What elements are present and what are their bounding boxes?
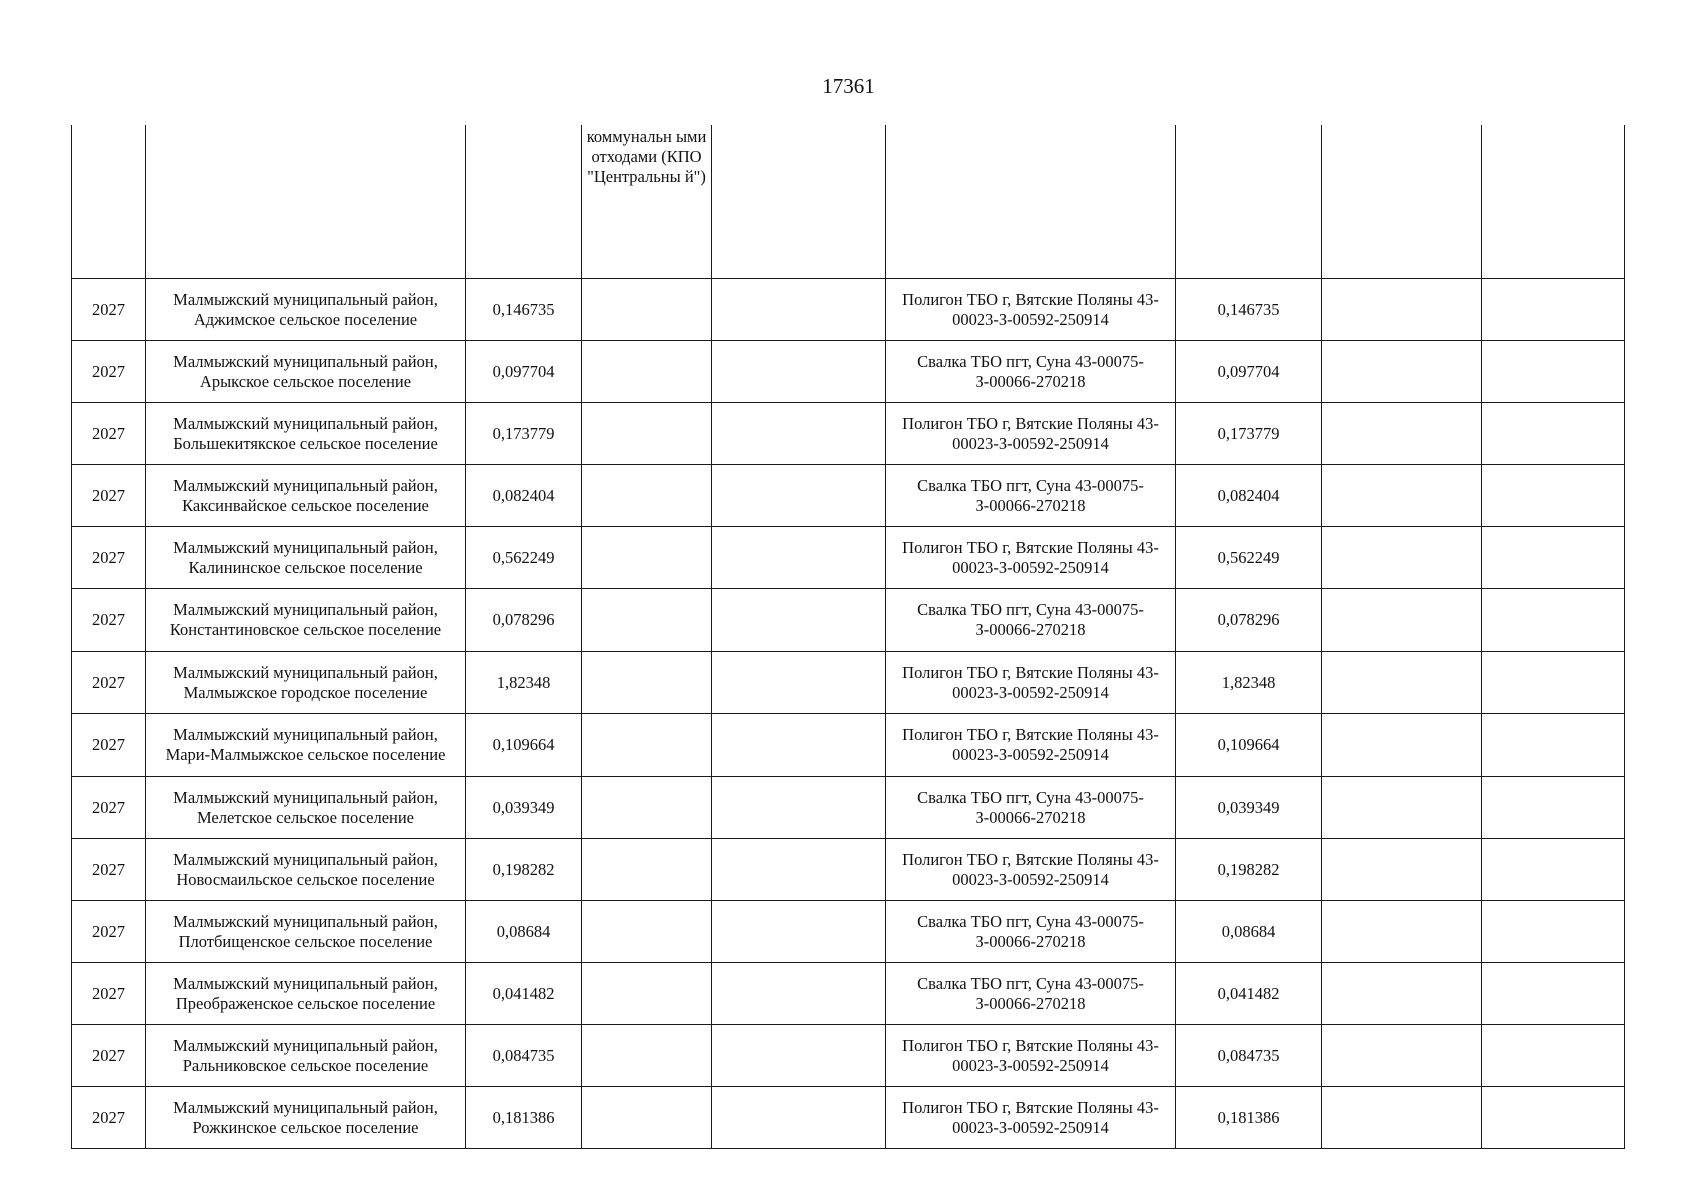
table-row (72, 652, 1625, 714)
mass-cell: 0,562249 (466, 527, 582, 589)
territory-cell: Малмыжский муниципальный район, Преображенское сельское поселение (146, 963, 466, 1025)
facility-cell: Свалка ТБО пгт, Суна 43-00075-З-00066-270218 (886, 963, 1176, 1025)
table-row (72, 527, 1625, 589)
cell-empty (712, 901, 886, 963)
cell-empty (582, 963, 712, 1025)
mass-cell: 0,173779 (466, 403, 582, 465)
mass-cell: 0,109664 (466, 714, 582, 777)
territory-cell: Малмыжский муниципальный район, Аджимское сельское поселение (146, 279, 466, 341)
cell-empty (712, 714, 886, 777)
cell-empty (582, 1087, 712, 1149)
territory-cell: Малмыжский муниципальный район, Рожкинское сельское поселение (146, 1087, 466, 1149)
mass-cell: 0,041482 (466, 963, 582, 1025)
waste-flow-table (71, 125, 1625, 1149)
cell-empty (712, 963, 886, 1025)
facility-mass-cell: 0,082404 (1176, 465, 1322, 527)
cell-empty (1482, 341, 1625, 403)
facility-cell: Полигон ТБО г, Вятские Поляны 43-00023-З-00592-250914 (886, 839, 1176, 901)
mass-cell: 0,097704 (466, 341, 582, 403)
cell-empty (582, 341, 712, 403)
cell-empty (1482, 465, 1625, 527)
cell-empty (1482, 1087, 1625, 1149)
facility-mass-cell: 0,097704 (1176, 341, 1322, 403)
facility-cell: Свалка ТБО пгт, Суна 43-00075-З-00066-270218 (886, 465, 1176, 527)
cell-empty (582, 839, 712, 901)
year-cell: 2027 (72, 901, 146, 963)
facility-mass-cell: 1,82348 (1176, 652, 1322, 714)
year-cell: 2027 (72, 652, 146, 714)
cell-empty (1482, 839, 1625, 901)
year-cell: 2027 (72, 777, 146, 839)
cell-empty (1322, 901, 1482, 963)
facility-mass-cell: 0,562249 (1176, 527, 1322, 589)
cell-empty (712, 589, 886, 652)
cell-empty (1322, 839, 1482, 901)
table-row (72, 963, 1625, 1025)
page-number: 17361 (822, 74, 875, 98)
cell-empty (1482, 403, 1625, 465)
cell-empty (582, 777, 712, 839)
cell-empty (1322, 652, 1482, 714)
territory-cell: Малмыжский муниципальный район, Большекитякское сельское поселение (146, 403, 466, 465)
cell-empty (582, 589, 712, 652)
table-row (72, 901, 1625, 963)
cell-empty (1322, 777, 1482, 839)
facility-cell: Полигон ТБО г, Вятские Поляны 43-00023-З-00592-250914 (886, 714, 1176, 777)
cell-empty (1322, 125, 1482, 279)
cell-empty (1482, 901, 1625, 963)
territory-cell: Малмыжский муниципальный район, Арыкское сельское поселение (146, 341, 466, 403)
continued-header-row (72, 125, 1625, 279)
territory-cell: Малмыжский муниципальный район, Калининское сельское поселение (146, 527, 466, 589)
cell-empty (582, 1025, 712, 1087)
facility-cell: Свалка ТБО пгт, Суна 43-00075-З-00066-270218 (886, 901, 1176, 963)
cell-empty (886, 125, 1176, 279)
cell-empty (582, 527, 712, 589)
cell-empty (712, 1025, 886, 1087)
facility-mass-cell: 0,146735 (1176, 279, 1322, 341)
facility-mass-cell: 0,173779 (1176, 403, 1322, 465)
territory-cell: Малмыжский муниципальный район, Ральниковское сельское поселение (146, 1025, 466, 1087)
table-row (72, 341, 1625, 403)
mass-cell: 0,039349 (466, 777, 582, 839)
facility-cell: Полигон ТБО г, Вятские Поляны 43-00023-З-00592-250914 (886, 527, 1176, 589)
facility-cell: Полигон ТБО г, Вятские Поляны 43-00023-З-00592-250914 (886, 652, 1176, 714)
cell-empty (1482, 714, 1625, 777)
cell-empty (1482, 1025, 1625, 1087)
mass-cell: 0,08684 (466, 901, 582, 963)
table-row (72, 279, 1625, 341)
cell-empty (1322, 341, 1482, 403)
year-cell: 2027 (72, 1025, 146, 1087)
cell-empty (582, 652, 712, 714)
year-cell: 2027 (72, 403, 146, 465)
table-row (72, 1087, 1625, 1149)
cell-empty (1322, 963, 1482, 1025)
mass-cell: 0,181386 (466, 1087, 582, 1149)
year-cell: 2027 (72, 839, 146, 901)
cell-empty (466, 125, 582, 279)
territory-cell: Малмыжский муниципальный район, Мари-Малмыжское сельское поселение (146, 714, 466, 777)
cell-empty (712, 125, 886, 279)
cell-empty (1482, 279, 1625, 341)
table-row (72, 839, 1625, 901)
year-cell: 2027 (72, 279, 146, 341)
year-cell: 2027 (72, 341, 146, 403)
facility-cell: Полигон ТБО г, Вятские Поляны 43-00023-З-00592-250914 (886, 403, 1176, 465)
facility-cell: Свалка ТБО пгт, Суна 43-00075-З-00066-270218 (886, 777, 1176, 839)
territory-cell: Малмыжский муниципальный район, Мелетское сельское поселение (146, 777, 466, 839)
cell-empty (1322, 279, 1482, 341)
table-row (72, 589, 1625, 652)
facility-mass-cell: 0,08684 (1176, 901, 1322, 963)
cell-empty (712, 403, 886, 465)
cell-empty (582, 279, 712, 341)
cell-empty (712, 839, 886, 901)
cell-empty (72, 125, 146, 279)
mass-cell: 0,198282 (466, 839, 582, 901)
territory-cell: Малмыжский муниципальный район, Константиновское сельское поселение (146, 589, 466, 652)
facility-mass-cell: 0,181386 (1176, 1087, 1322, 1149)
mass-cell: 1,82348 (466, 652, 582, 714)
cell-empty (712, 1087, 886, 1149)
facility-cell: Свалка ТБО пгт, Суна 43-00075-З-00066-270218 (886, 341, 1176, 403)
cell-empty (1322, 1087, 1482, 1149)
territory-cell: Малмыжский муниципальный район, Плотбищенское сельское поселение (146, 901, 466, 963)
table-row (72, 1025, 1625, 1087)
cell-empty (1322, 465, 1482, 527)
year-cell: 2027 (72, 963, 146, 1025)
table-row (72, 403, 1625, 465)
cell-empty (1482, 589, 1625, 652)
mass-cell: 0,084735 (466, 1025, 582, 1087)
mass-cell: 0,146735 (466, 279, 582, 341)
territory-cell: Малмыжский муниципальный район, Новосмаильское сельское поселение (146, 839, 466, 901)
facility-mass-cell: 0,039349 (1176, 777, 1322, 839)
mass-cell: 0,082404 (466, 465, 582, 527)
year-cell: 2027 (72, 1087, 146, 1149)
table-row (72, 777, 1625, 839)
territory-cell: Малмыжский муниципальный район, Каксинвайское сельское поселение (146, 465, 466, 527)
facility-cell: Полигон ТБО г, Вятские Поляны 43-00023-З-00592-250914 (886, 1025, 1176, 1087)
facility-mass-cell: 0,084735 (1176, 1025, 1322, 1087)
year-cell: 2027 (72, 527, 146, 589)
year-cell: 2027 (72, 589, 146, 652)
cell-empty (1322, 527, 1482, 589)
facility-mass-cell: 0,198282 (1176, 839, 1322, 901)
mass-cell: 0,078296 (466, 589, 582, 652)
cell-empty (1176, 125, 1322, 279)
year-cell: 2027 (72, 465, 146, 527)
table-row (72, 714, 1625, 777)
cell-empty (1322, 589, 1482, 652)
cell-empty (1482, 527, 1625, 589)
cell-empty (712, 279, 886, 341)
cell-empty (712, 777, 886, 839)
continued-text: коммунальн ыми отходами (КПО "Центральны й") (586, 127, 707, 186)
cell-empty (1322, 714, 1482, 777)
cell-empty (146, 125, 466, 279)
cell-empty (712, 652, 886, 714)
cell-empty (582, 465, 712, 527)
cell-empty (712, 465, 886, 527)
cell-continued-facility-type (582, 125, 712, 279)
territory-cell: Малмыжский муниципальный район, Малмыжское городское поселение (146, 652, 466, 714)
cell-empty (1482, 652, 1625, 714)
cell-empty (1322, 1025, 1482, 1087)
facility-mass-cell: 0,109664 (1176, 714, 1322, 777)
cell-empty (582, 901, 712, 963)
cell-empty (1482, 777, 1625, 839)
facility-mass-cell: 0,041482 (1176, 963, 1322, 1025)
facility-mass-cell: 0,078296 (1176, 589, 1322, 652)
cell-empty (712, 341, 886, 403)
table-row (72, 465, 1625, 527)
cell-empty (1482, 963, 1625, 1025)
facility-cell: Свалка ТБО пгт, Суна 43-00075-З-00066-270218 (886, 589, 1176, 652)
cell-empty (1322, 403, 1482, 465)
facility-cell: Полигон ТБО г, Вятские Поляны 43-00023-З-00592-250914 (886, 279, 1176, 341)
cell-empty (712, 527, 886, 589)
facility-cell: Полигон ТБО г, Вятские Поляны 43-00023-З-00592-250914 (886, 1087, 1176, 1149)
cell-empty (582, 403, 712, 465)
cell-empty (1482, 125, 1625, 279)
cell-empty (582, 714, 712, 777)
year-cell: 2027 (72, 714, 146, 777)
